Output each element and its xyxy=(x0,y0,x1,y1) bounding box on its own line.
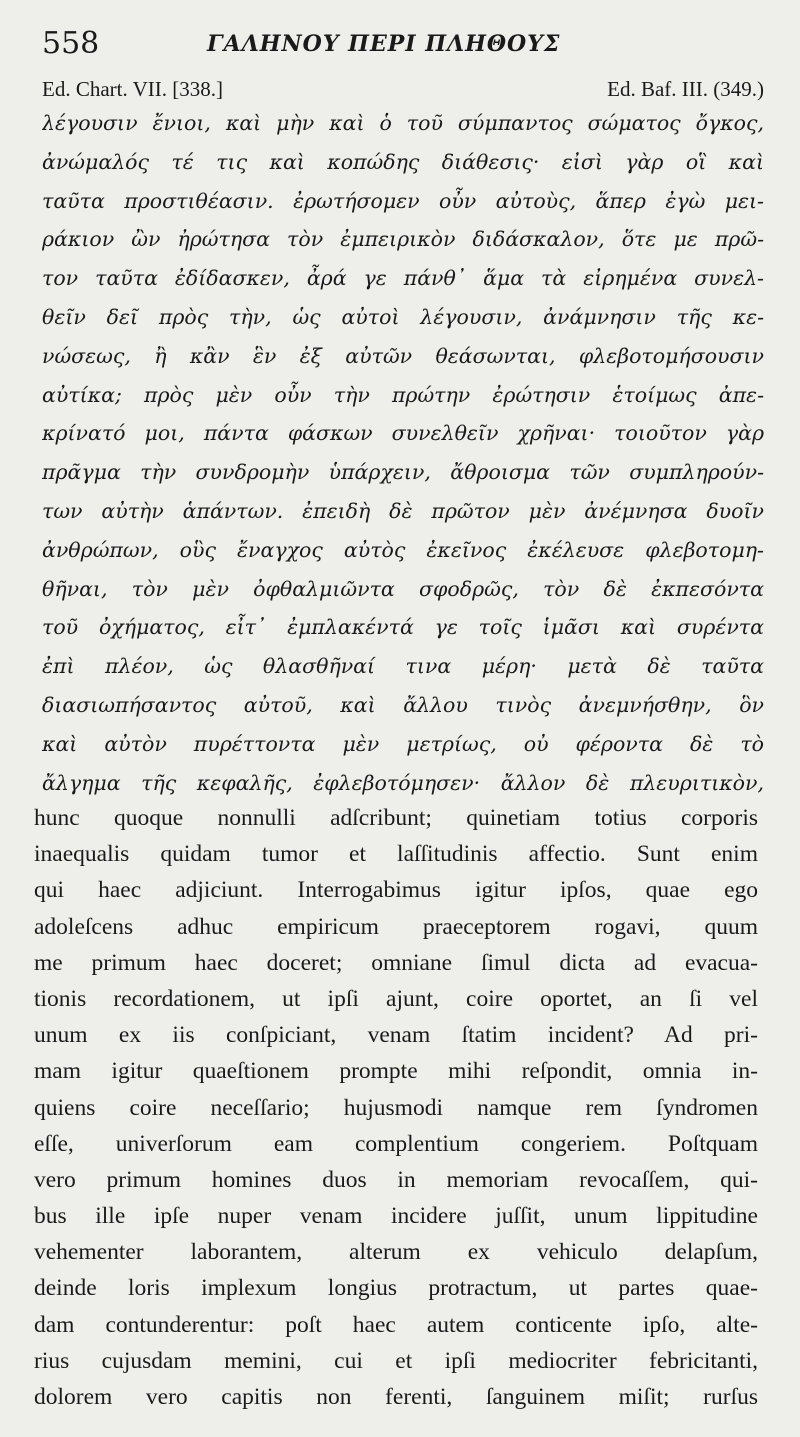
latin-text-line: inaequalis quidam tumor et laſſitudinis affectio. Sunt enim xyxy=(34,841,758,868)
latin-text-block xyxy=(34,800,758,1415)
greek-text-line: ἄλγημα τῆς κεφαλῆς, ἐφλεβοτόμησεν· ἄλλον δὲ πλευριτικὸν, xyxy=(42,770,764,795)
greek-text-line: ράκιον ὢν ἠρώτησα τὸν ἐμπειρικὸν διδάσκαλον, ὅτε με πρῶ- xyxy=(42,227,764,252)
latin-text-line: deinde loris implexum longius protractum, ut partes quae- xyxy=(34,1275,758,1302)
latin-text-line: tionis recordationem, ut ipſi ajunt, coire oportet, an ſi vel xyxy=(34,985,758,1012)
latin-text-line: dam contunderentur: poſt haec autem conticente ipſo, alte- xyxy=(34,1311,758,1338)
latin-text-line: quiens coire neceſſario; hujusmodi namque rem ſyndromen xyxy=(34,1094,758,1121)
greek-text-line: θεῖν δεῖ πρὸς τὴν, ὡς αὐτοὶ λέγουσιν, ἀνάμνησιν τῆς κε- xyxy=(42,304,764,329)
latin-text-line: unum ex iis conſpiciant, venam ſtatim incident? Ad pri- xyxy=(34,1022,758,1049)
greek-text-line: ἀνώμαλός τέ τις καὶ κοπώδης διάθεσις· εἰσὶ γὰρ οἳ καὶ xyxy=(42,149,764,174)
edition-reference-line xyxy=(42,74,764,104)
latin-text-line: rius cujusdam memini, cui et ipſi mediocriter febricitanti, xyxy=(34,1347,758,1374)
greek-text-line: θῆναι, τὸν μὲν ὀφθαλμιῶντα σφοδρῶς, τὸν δὲ ἐκπεσόντα xyxy=(42,576,764,601)
latin-text-line: hunc quoque nonnulli adſcribunt; quinetiam totius corporis xyxy=(34,805,758,831)
latin-text-line: me primum haec doceret; omniane ſimul dicta ad evacua- xyxy=(34,949,758,976)
greek-text-line: νώσεως, ἢ κἂν ἓν ἐξ αὐτῶν θεάσωνται, φλεβοτομήσουσιν xyxy=(42,343,764,368)
latin-text-line: dolorem vero capitis non ferenti, ſanguinem miſit; rurſus xyxy=(34,1384,758,1410)
latin-text-line: mam igitur quaeſtionem prompte mihi reſpondit, omnia in- xyxy=(34,1058,758,1085)
greek-text-line: ταῦτα προστιθέασιν. ἐρωτήσομεν οὖν αὐτοὺς, ἅπερ ἐγὼ μει- xyxy=(42,188,764,213)
greek-text-line: κρίνατό μοι, πάντα φάσκων συνελθεῖν χρῆναι· τοιοῦτον γὰρ xyxy=(42,421,764,446)
latin-text-line: eſſe, univerſorum eam complentium congeriem. Poſtquam xyxy=(34,1130,758,1157)
greek-text-line: ἀνθρώπων, οὓς ἔναγχος αὐτὸς ἐκεῖνος ἐκέλευσε φλεβοτομη- xyxy=(42,537,764,562)
page-number: 558 xyxy=(42,26,100,61)
greek-text-line: τοῦ ὀχήματος, εἶτ᾽ ἐμπλακέντά γε τοῖς ἱμᾶσι καὶ συρέντα xyxy=(42,615,764,640)
greek-text-block xyxy=(42,104,764,802)
latin-text-line: bus ille ipſe nuper venam incidere juſſit, unum lippitudine xyxy=(34,1203,758,1230)
latin-text-line: adoleſcens adhuc empiricum praeceptorem rogavi, quum xyxy=(34,913,758,940)
edition-reference-right: Ed. Baf. III. (349.) xyxy=(607,77,764,101)
greek-text-line: τον ταῦτα ἐδίδασκεν, ἆρά γε πάνθ᾽ ἅμα τὰ εἰρημένα συνελ- xyxy=(42,266,764,291)
edition-reference-left: Ed. Chart. VII. [338.] xyxy=(42,77,223,101)
latin-text-line: qui haec adjiciunt. Interrogabimus igitur ipſos, quae ego xyxy=(34,877,758,904)
running-title: ΓΑΛΗΝΟΥ ΠΕΡΙ ΠΛΗΘΟΥΣ xyxy=(207,31,561,57)
greek-text-line: καὶ αὐτὸν πυρέττοντα μὲν μετρίως, οὐ φέροντα δὲ τὸ xyxy=(42,731,764,756)
greek-text-line: αὐτίκα; πρὸς μὲν οὖν τὴν πρώτην ἐρώτησιν ἑτοίμως ἀπε- xyxy=(42,382,764,407)
running-head xyxy=(42,24,762,64)
greek-text-line: των αὐτὴν ἁπάντων. ἐπειδὴ δὲ πρῶτον μὲν ἀνέμνησα δυοῖν xyxy=(42,498,764,523)
greek-text-line: πρᾶγμα τὴν συνδρομὴν ὑπάρχειν, ἄθροισμα τῶν συμπληρούν- xyxy=(42,460,764,485)
latin-text-line: vehementer laborantem, alterum ex vehiculo delapſum, xyxy=(34,1239,758,1266)
latin-text-line: vero primum homines duos in memoriam revocaſſem, qui- xyxy=(34,1166,758,1193)
greek-text-line: λέγουσιν ἔνιοι, καὶ μὴν καὶ ὁ τοῦ σύμπαντος σώματος ὄγκος, xyxy=(42,111,764,135)
greek-text-line: ἐπὶ πλέον, ὡς θλασθῆναί τινα μέρη· μετὰ δὲ ταῦτα xyxy=(42,654,764,679)
greek-text-line: διασιωπήσαντος αὐτοῦ, καὶ ἄλλου τινὸς ἀνεμνήσθην, ὃν xyxy=(42,692,764,717)
